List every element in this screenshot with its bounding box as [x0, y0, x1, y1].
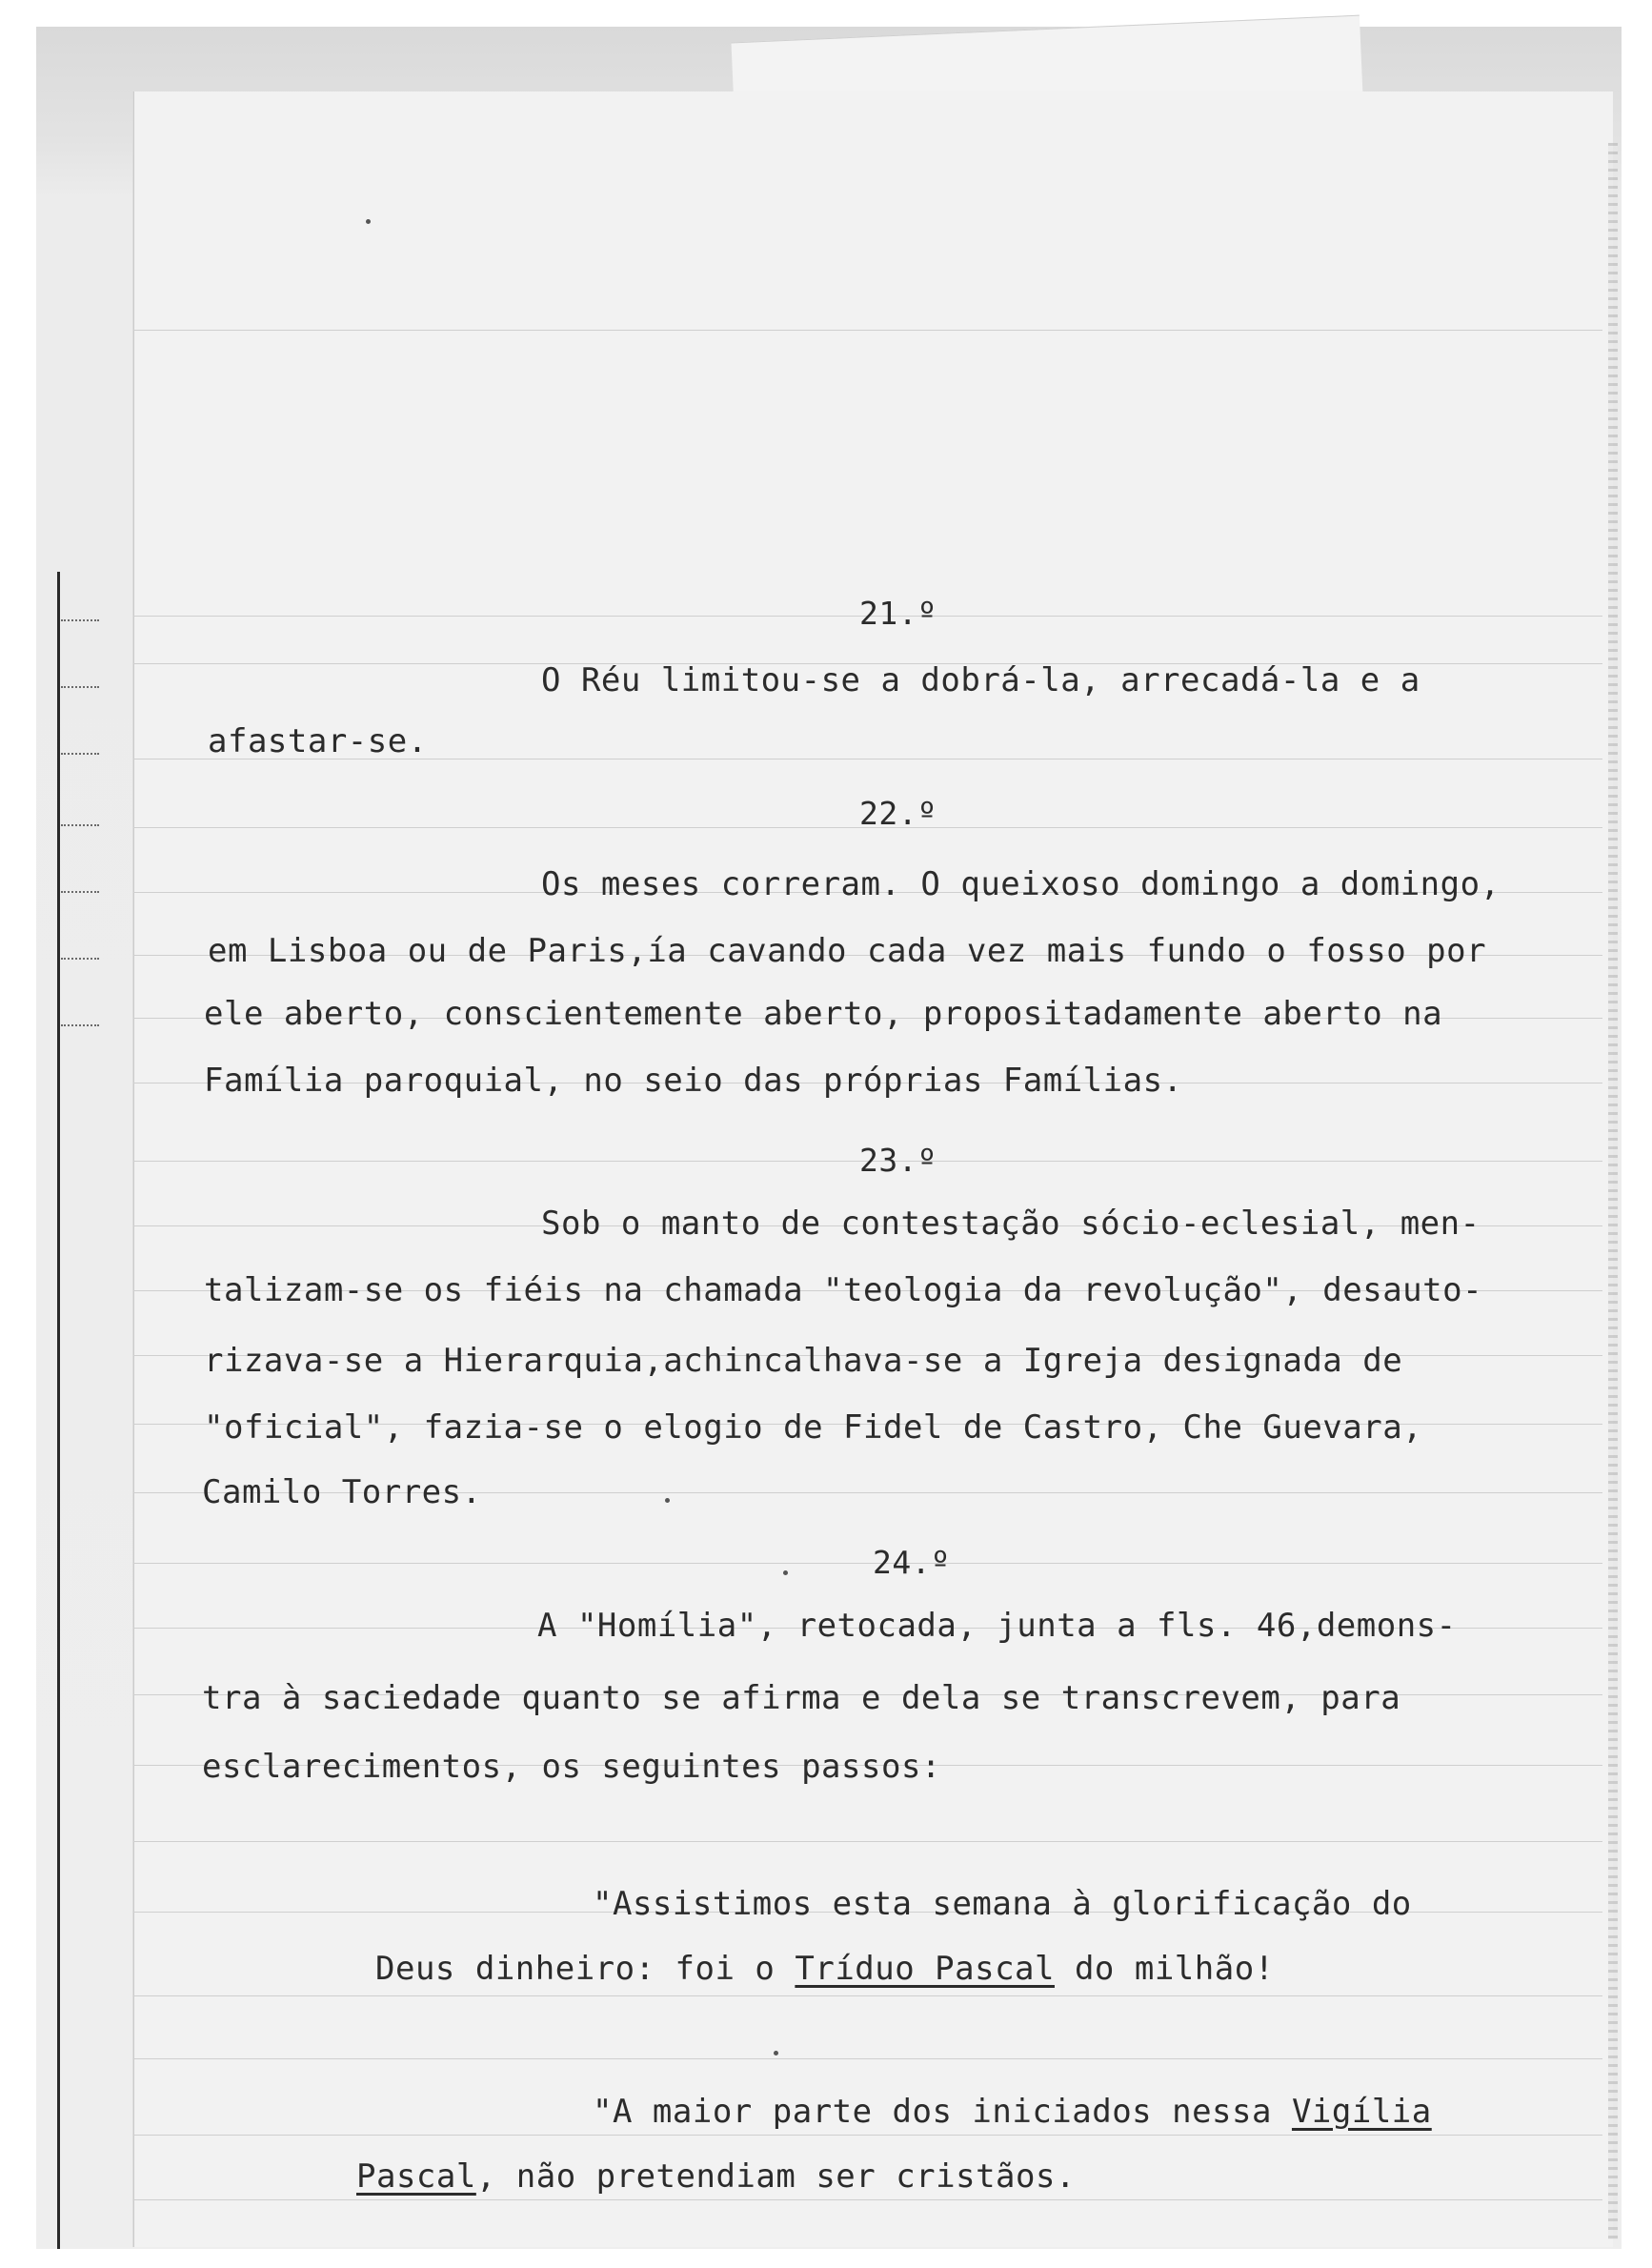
- paragraph-22-line-2: em Lisboa ou de Paris,ía cavando cada vez mais fundo o fosso por: [208, 932, 1487, 970]
- paragraph-24-line-2: tra à saciedade quanto se afirma e dela se transcrevem, para: [202, 1679, 1401, 1717]
- speck: [665, 1498, 670, 1503]
- paragraph-22-line-4: Família paroquial, no seio das próprias Famílias.: [204, 1062, 1183, 1100]
- paragraph-21-line-2: afastar-se.: [208, 722, 428, 760]
- underlined-phrase: Tríduo Pascal: [795, 1950, 1055, 1988]
- underlined-word: Pascal: [356, 2157, 476, 2196]
- paragraph-24-line-3: esclarecimentos, os seguintes passos:: [202, 1748, 941, 1786]
- paragraph-24-line-1: A "Homília", retocada, junta a fls. 46,demons-: [537, 1607, 1457, 1645]
- speck: [783, 1570, 788, 1575]
- speck: [774, 2051, 778, 2055]
- quote-2-line-2: Pascal, não pretendiam ser cristãos.: [356, 2157, 1076, 2196]
- paragraph-22-line-1: Os meses correram. O queixoso domingo a domingo,: [541, 865, 1501, 903]
- paragraph-22-line-3: ele aberto, conscientemente aberto, propositadamente aberto na: [204, 995, 1443, 1033]
- paragraph-number-22: 22.º: [859, 795, 937, 832]
- quote-1-line-2: Deus dinheiro: foi o Tríduo Pascal do milhão!: [375, 1950, 1275, 1988]
- paragraph-23-line-4: "oficial", fazia-se o elogio de Fidel de Castro, Che Guevara,: [204, 1408, 1423, 1447]
- paragraph-number-21: 21.º: [859, 595, 937, 632]
- paragraph-23-line-3: rizava-se a Hierarquia,achincalhava-se a Igreja designada de: [204, 1342, 1403, 1380]
- speck: [366, 219, 371, 224]
- index-tabs: [61, 591, 137, 2249]
- paragraph-23-line-2: talizam-se os fiéis na chamada "teologia da revolução", desauto-: [204, 1271, 1483, 1309]
- binder-edge: [57, 572, 60, 2249]
- paragraph-23-line-5: Camilo Torres.: [202, 1473, 482, 1511]
- paragraph-number-24: 24.º: [873, 1544, 951, 1581]
- page-stack-edge: [1608, 143, 1618, 2239]
- underlined-word: Vigília: [1291, 2093, 1432, 2131]
- paragraph-number-23: 23.º: [859, 1142, 937, 1179]
- quote-1-line-1: "Assistimos esta semana à glorificação do: [593, 1885, 1412, 1923]
- quote-2-line-1: "A maior parte dos iniciados nessa Vigília: [593, 2093, 1432, 2131]
- paragraph-21-line-1: O Réu limitou-se a dobrá-la, arrecadá-la e a: [541, 661, 1420, 699]
- paragraph-23-line-1: Sob o manto de contestação sócio-eclesial, men-: [541, 1205, 1481, 1243]
